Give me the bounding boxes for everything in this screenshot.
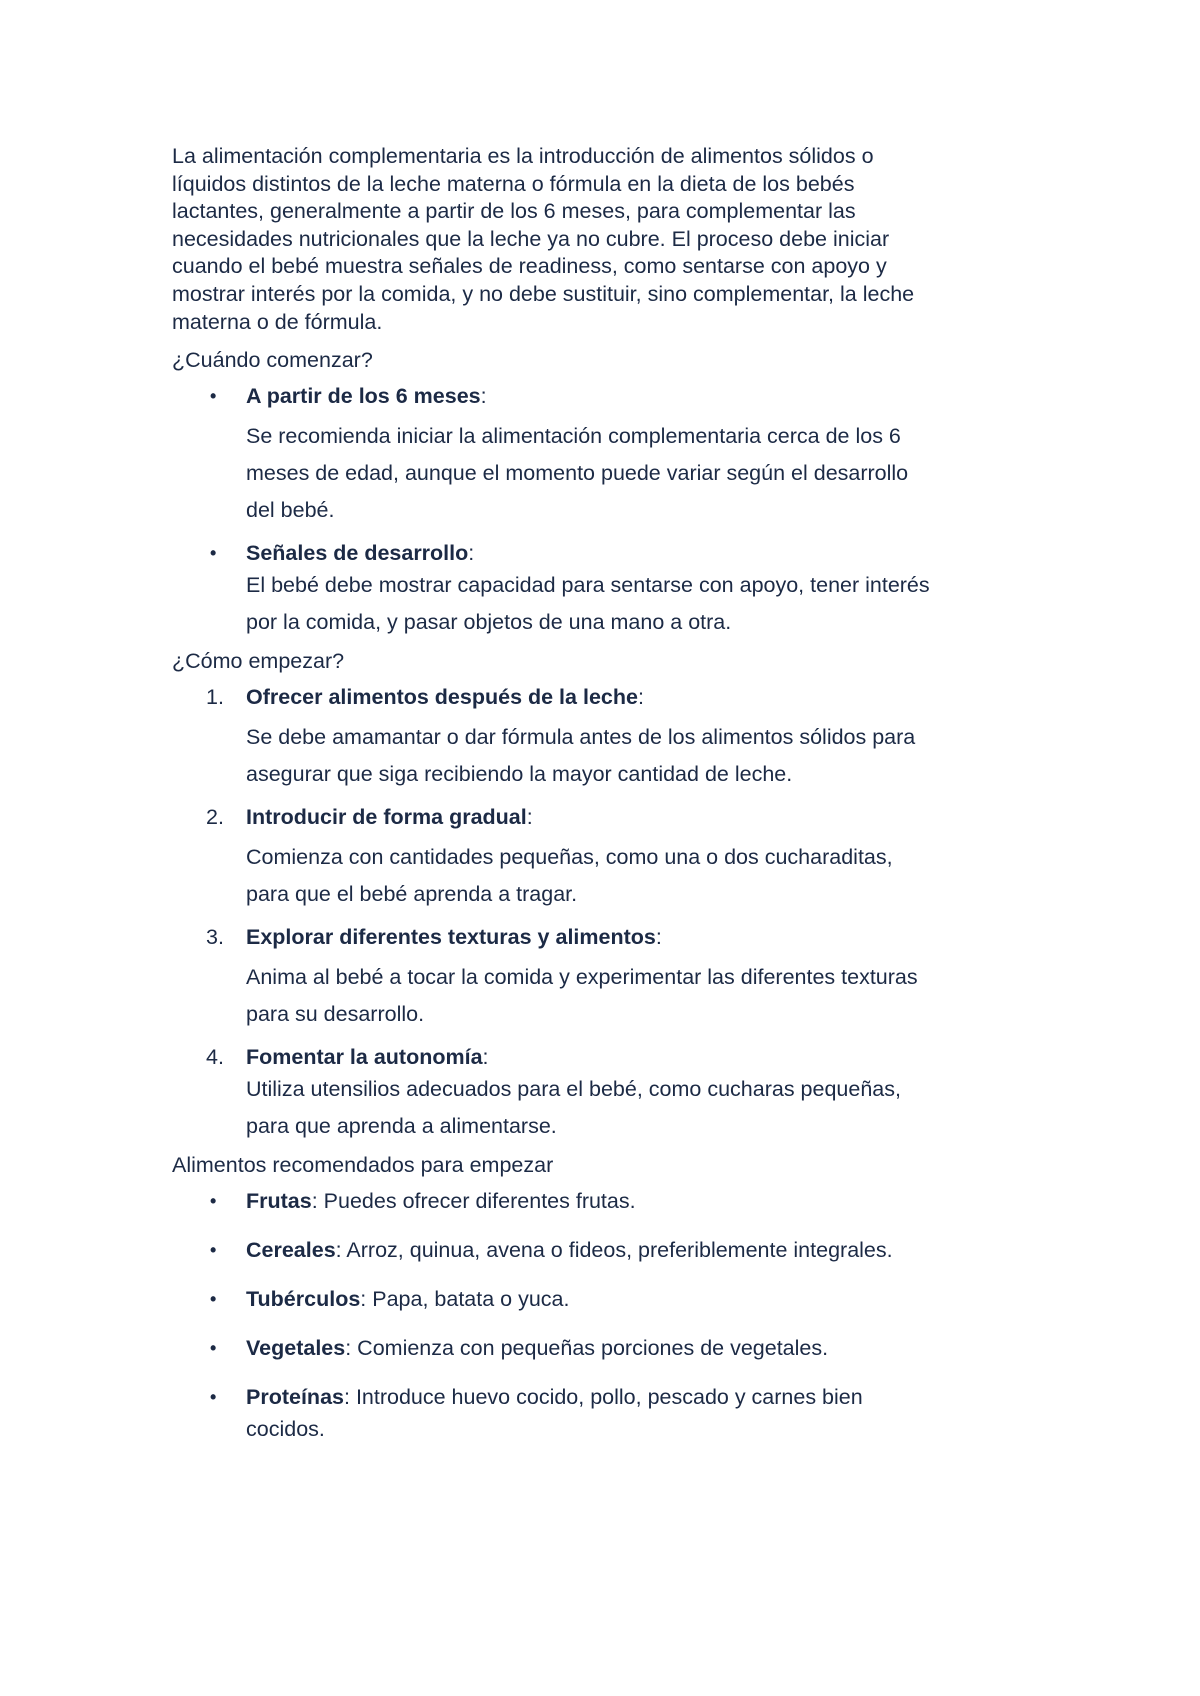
list-item: • Cereales: Arroz, quinua, avena o fideos, preferiblemente integrales. <box>210 1238 893 1263</box>
bullet-icon: • <box>210 1338 217 1359</box>
food-title: Tubérculos <box>246 1287 361 1312</box>
item-description: Se debe amamantar o dar fórmula antes de los alimentos sólidos para asegurar que siga recibiendo la mayor cantidad de leche. <box>246 725 916 787</box>
list-number: 1. <box>206 685 224 710</box>
list-item <box>172 923 1052 1033</box>
list-number: 4. <box>206 1045 224 1070</box>
list-item <box>172 803 1052 913</box>
intro-paragraph <box>172 143 1052 336</box>
intro-line: cuando el bebé muestra señales de readiness, como sentarse con apoyo y <box>172 254 887 279</box>
intro-line: lactantes, generalmente a partir de los 6 meses, para complementar las <box>172 199 856 224</box>
list-item <box>172 683 1052 793</box>
food-description: Comienza con pequeñas porciones de vegetales. <box>357 1336 829 1361</box>
bullet-icon: • <box>210 1240 217 1261</box>
food-description: Arroz, quinua, avena o fideos, preferiblemente integrales. <box>346 1238 893 1263</box>
when-list <box>172 382 1052 641</box>
bullet-icon: • <box>210 1387 217 1408</box>
item-title: Ofrecer alimentos después de la leche: <box>246 685 644 710</box>
section-heading-how: ¿Cómo empezar? <box>172 649 345 674</box>
food-title: Cereales <box>246 1238 336 1263</box>
list-item: • Proteínas: Introduce huevo cocido, pollo, pescado y carnes bien cocidos. <box>172 1383 1052 1448</box>
bullet-icon: • <box>210 386 217 407</box>
item-title: Señales de desarrollo: <box>246 541 475 566</box>
how-list <box>172 683 1052 1145</box>
item-description: Comienza con cantidades pequeñas, como una o dos cucharaditas, para que el bebé aprenda a tragar. <box>246 845 893 907</box>
item-title: Introducir de forma gradual: <box>246 805 533 830</box>
food-title: Frutas <box>246 1189 312 1214</box>
item-title: A partir de los 6 meses: <box>246 384 487 409</box>
list-item <box>172 539 1052 641</box>
item-description: Se recomienda iniciar la alimentación complementaria cerca de los 6 meses de edad, aunque el momento puede variar según el desarrollo del bebé. <box>246 424 909 523</box>
intro-line: necesidades nutricionales que la leche ya no cubre. El proceso debe iniciar <box>172 226 890 251</box>
item-title: Fomentar la autonomía: <box>246 1045 489 1070</box>
list-item <box>172 382 1052 529</box>
bullet-icon: • <box>210 1289 217 1310</box>
food-description: Papa, batata o yuca. <box>372 1287 570 1312</box>
food-title: Proteínas <box>246 1385 344 1410</box>
food-title: Vegetales <box>246 1336 346 1361</box>
food-description: Introduce huevo cocido, pollo, pescado y carnes bien <box>355 1385 863 1410</box>
item-description: El bebé debe mostrar capacidad para sentarse con apoyo, tener interés por la comida, y pasar objetos de una mano a otra. <box>246 573 930 635</box>
food-description: Puedes ofrecer diferentes frutas. <box>323 1189 636 1214</box>
intro-line: materna o de fórmula. <box>172 309 383 334</box>
list-item: • Tubérculos: Papa, batata o yuca. <box>210 1287 570 1312</box>
item-description: Utiliza utensilios adecuados para el bebé, como cucharas pequeñas, para que aprenda a alimentarse. <box>246 1077 901 1139</box>
section-heading-foods: Alimentos recomendados para empezar <box>172 1153 554 1178</box>
intro-line: líquidos distintos de la leche materna o fórmula en la dieta de los bebés <box>172 171 855 196</box>
list-item <box>172 1043 1052 1145</box>
list-item: • Vegetales: Comienza con pequeñas porciones de vegetales. <box>210 1336 829 1361</box>
intro-line: mostrar interés por la comida, y no debe sustituir, sino complementar, la leche <box>172 281 915 306</box>
list-number: 3. <box>206 925 224 950</box>
intro-line: La alimentación complementaria es la introducción de alimentos sólidos o <box>172 144 874 168</box>
bullet-icon: • <box>210 543 217 564</box>
document-page <box>172 143 1052 1448</box>
section-heading-when: ¿Cuándo comenzar? <box>172 348 373 373</box>
item-title: Explorar diferentes texturas y alimentos: <box>246 925 662 950</box>
list-item: • Frutas: Puedes ofrecer diferentes frutas. <box>210 1189 636 1214</box>
bullet-icon: • <box>210 1191 217 1212</box>
item-description: Anima al bebé a tocar la comida y experimentar las diferentes texturas para su desarrollo. <box>246 965 918 1027</box>
foods-list <box>172 1187 1052 1448</box>
list-number: 2. <box>206 805 224 830</box>
food-description-continued: cocidos. <box>246 1417 325 1442</box>
